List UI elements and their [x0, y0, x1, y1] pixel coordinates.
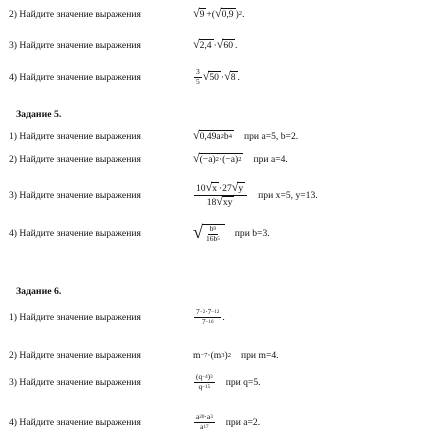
condition: при x=5, y=13. [258, 189, 318, 201]
math-expression: $\frac{3}{5}$ √ 50 · √ 8 . [196, 67, 240, 86]
item-number: 3) [9, 39, 17, 51]
exercise-label: Найдите значение выражения [19, 350, 141, 361]
exercise-label: Найдите значение выражения [19, 376, 141, 388]
exercise-row [9, 68, 439, 87]
item-number: 2) [9, 8, 17, 20]
condition: при a=2. [225, 416, 261, 428]
exercise-label: Найдите значение выражения [19, 311, 141, 323]
math-expression: m −7 ·(m 3 ) 2 [193, 350, 231, 361]
exercise-row [9, 373, 439, 392]
item-number: 4) [9, 71, 17, 83]
exercise-label: Найдите значение выражения [19, 228, 141, 240]
item-number: 4) [9, 416, 17, 428]
math-expression: √ 9 +( √ 0,9 ) 2 . [193, 6, 245, 20]
math-expression: √ (−a) 2 ·(−a) 2 [193, 151, 242, 165]
exercise-row [9, 350, 439, 361]
math-expression: √ b 9 16b 5 [193, 224, 225, 244]
exercise-label: Найдите значение выражения [19, 71, 141, 83]
section-title: Задание 6. [16, 286, 62, 297]
math-expression: √ 2,4 · √ 60 . [193, 37, 238, 51]
exercise-label: Найдите значение выражения [19, 39, 141, 51]
math-expression: 7 −2 ·7 −12 7 −16 . [196, 307, 225, 326]
exercise-row [9, 130, 439, 143]
exercise-row [9, 413, 439, 432]
exercise-label: Найдите значение выражения [19, 8, 141, 20]
item-number: 1) [9, 311, 17, 323]
condition: при a=4. [253, 153, 288, 165]
exercise-row [9, 39, 439, 52]
exercise-row [9, 182, 439, 209]
item-number: 3) [9, 189, 17, 201]
exercise-row [9, 8, 439, 21]
exercise-label: Найдите значение выражения [19, 153, 141, 165]
math-expression: √ 0,49a 2 b 4 [193, 128, 232, 142]
math-expression: 10 √ x ·27 √ y 18 √ xy [193, 182, 248, 209]
math-expression: (q −4 ) 3 q −15 [196, 372, 213, 391]
exercise-row [9, 153, 439, 166]
exercise-label: Найдите значение выражения [19, 130, 141, 142]
item-number: 4) [9, 228, 17, 240]
condition: при a=5, b=2. [243, 130, 299, 142]
section-title: Задание 5. [16, 109, 62, 120]
item-number: 2) [9, 153, 17, 165]
condition: при m=4. [241, 350, 279, 361]
condition: при q=5. [225, 376, 261, 388]
exercise-row [9, 224, 439, 244]
exercise-label: Найдите значение выражения [19, 189, 141, 201]
exercise-row [9, 308, 439, 327]
exercise-label: Найдите значение выражения [19, 416, 141, 428]
condition: при b=3. [234, 228, 270, 240]
item-number: 2) [9, 350, 17, 361]
item-number: 3) [9, 376, 17, 388]
item-number: 1) [9, 130, 17, 142]
math-expression: a 20 ·a 3 a 17 [196, 412, 213, 431]
